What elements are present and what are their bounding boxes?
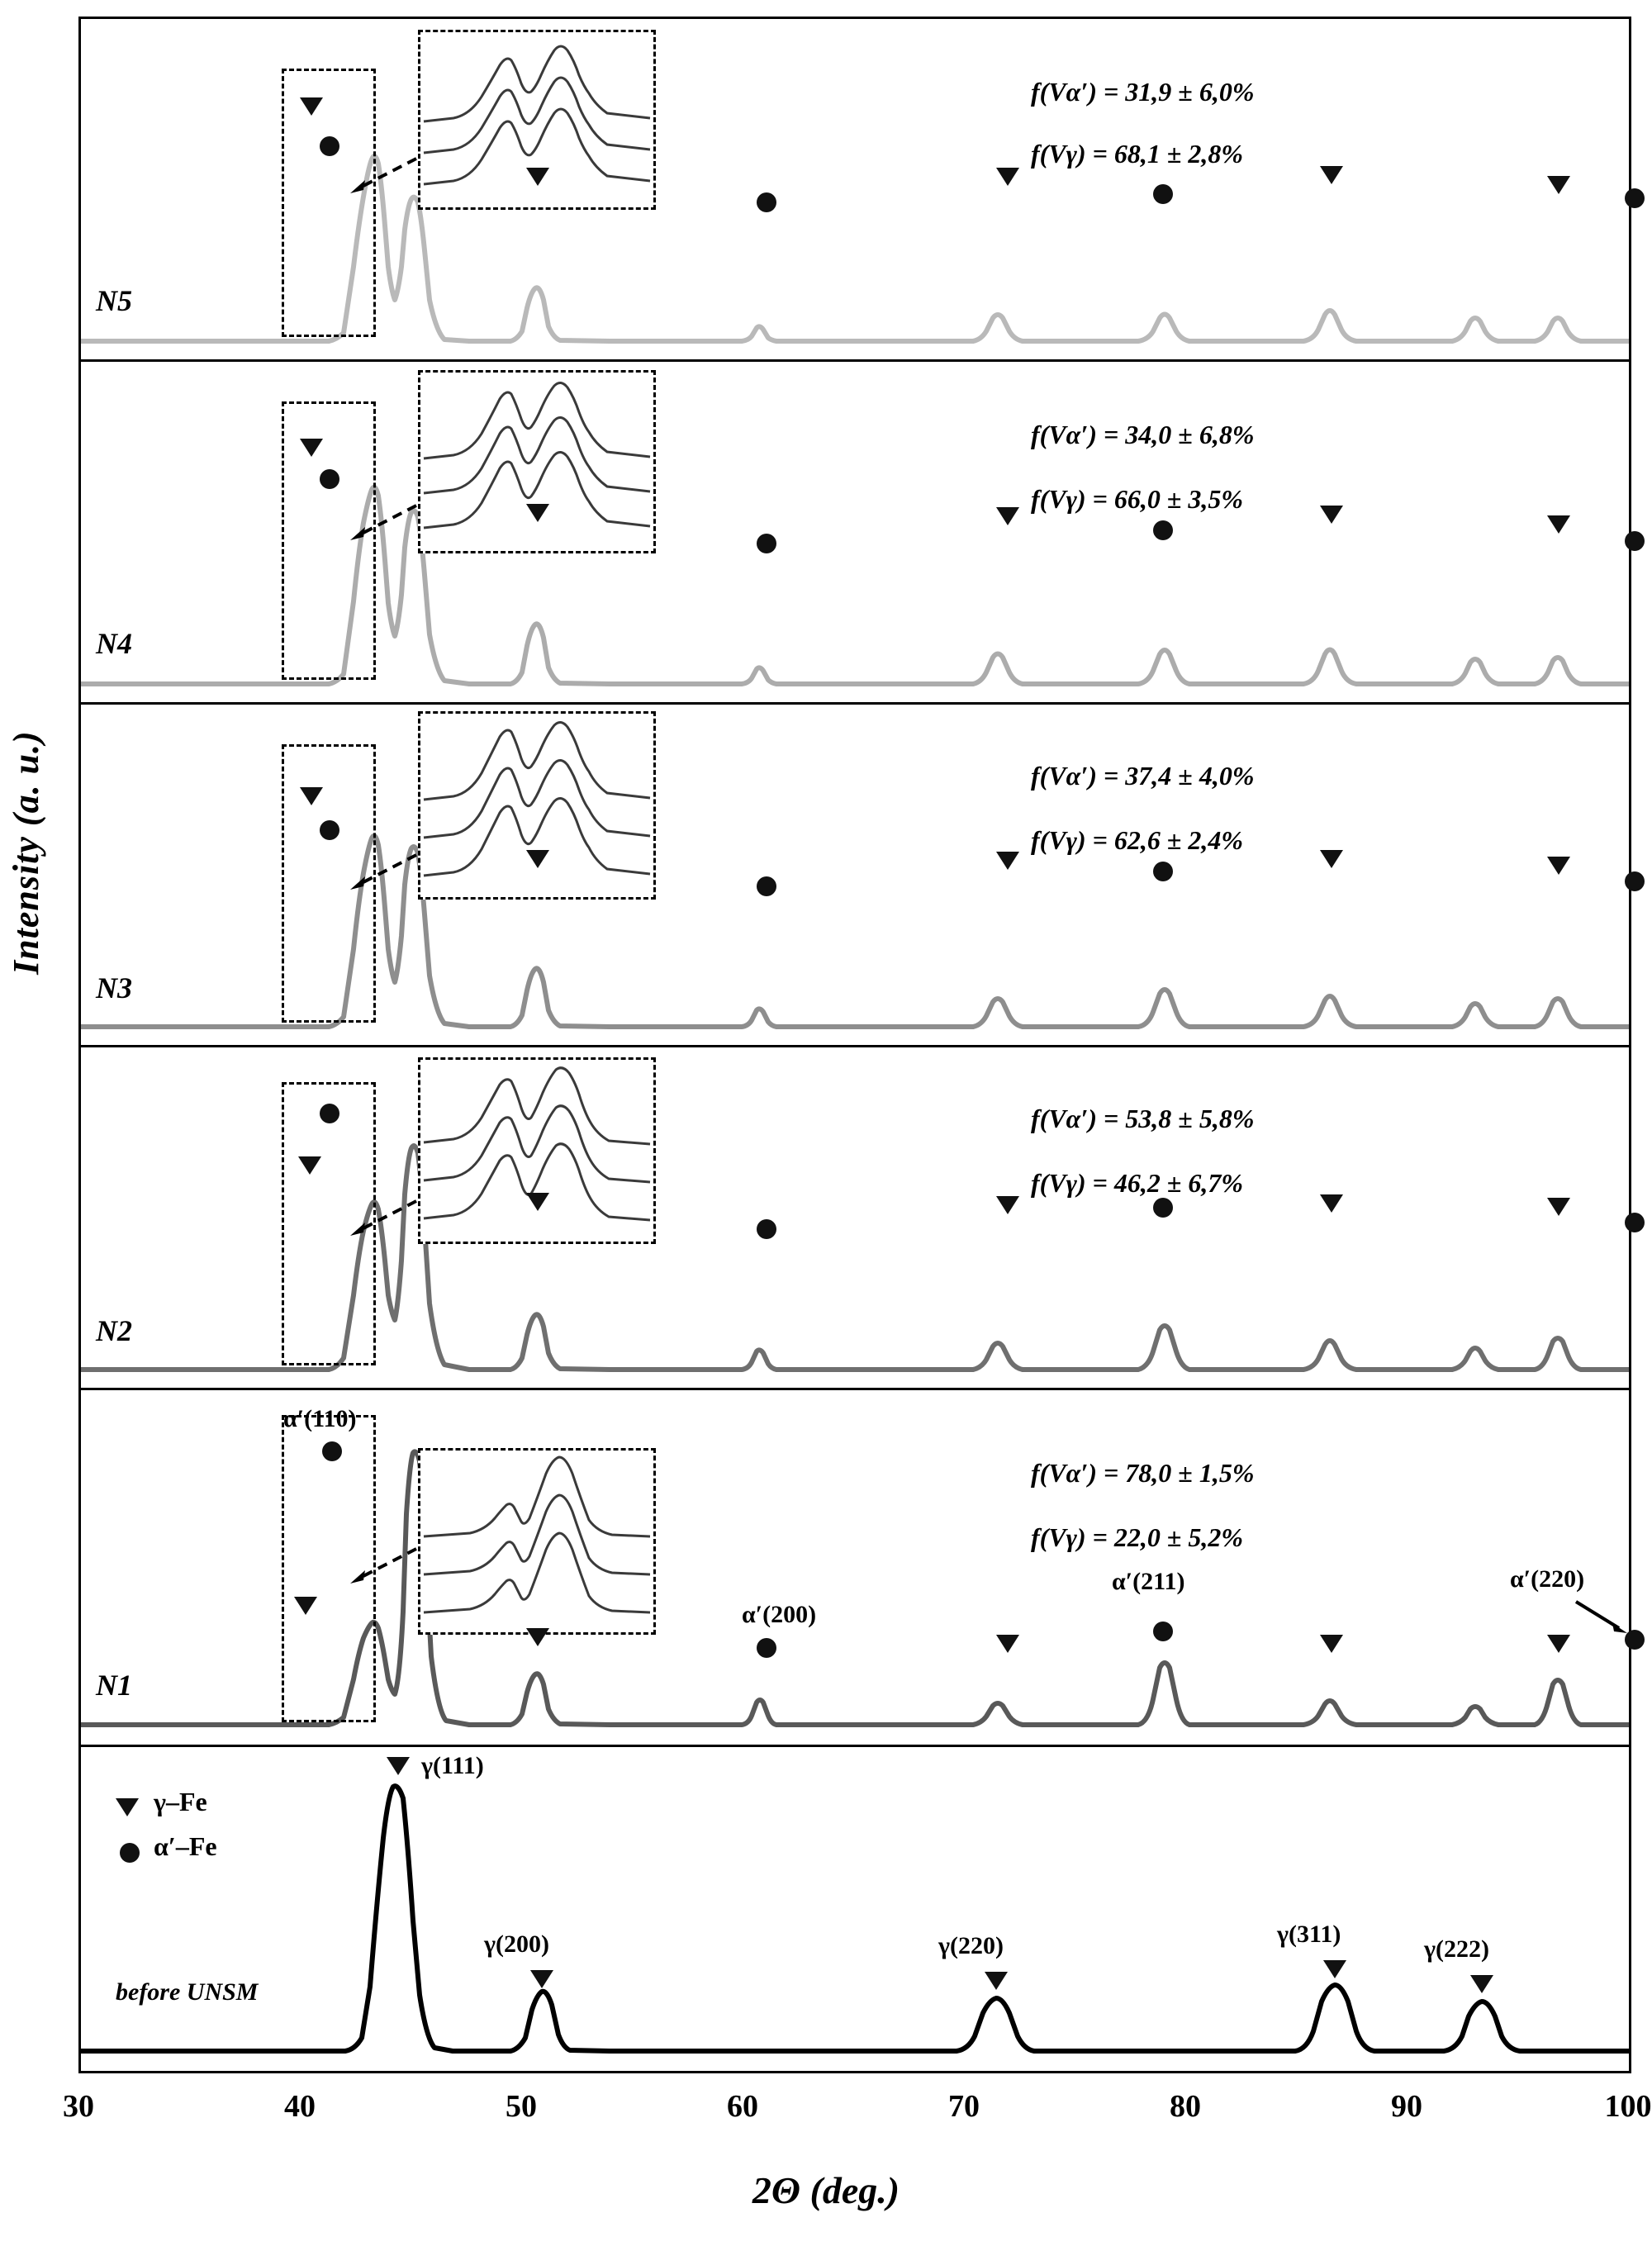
fraction-gamma-n1: f(Vγ) = 22,0 ± 5,2% bbox=[1031, 1522, 1244, 1552]
marker-alpha-200-n4 bbox=[757, 534, 776, 553]
marker-alpha-220-n2 bbox=[1625, 1213, 1645, 1232]
xtick-60: 60 bbox=[727, 2089, 758, 2124]
legend-triangle-icon bbox=[116, 1798, 139, 1816]
marker-alpha-211-n5 bbox=[1153, 184, 1173, 204]
marker-alpha-220-n4 bbox=[1625, 531, 1645, 551]
peak-label-alpha-200: α′(200) bbox=[742, 1601, 817, 1628]
marker-alpha-200-n2 bbox=[757, 1219, 776, 1239]
fraction-alpha-n1: f(Vα′) = 78,0 ± 1,5% bbox=[1031, 1458, 1255, 1488]
marker-gamma-222-n3 bbox=[1547, 857, 1570, 875]
marker-gamma-222-n2 bbox=[1547, 1198, 1570, 1216]
zoom-arrow-n1 bbox=[347, 1546, 421, 1587]
panel-n3 bbox=[81, 705, 1629, 1047]
marker-gamma-200-n1 bbox=[526, 1628, 549, 1646]
xtick-80: 80 bbox=[1170, 2089, 1201, 2124]
marker-gamma-200-n2 bbox=[526, 1193, 549, 1211]
marker-gamma-311-n2 bbox=[1320, 1194, 1343, 1213]
marker-alpha-110-n4 bbox=[320, 469, 339, 489]
panel-label-n3: N3 bbox=[96, 971, 132, 1004]
fraction-gamma-n5: f(Vγ) = 68,1 ± 2,8% bbox=[1031, 139, 1244, 169]
panel-n2 bbox=[81, 1047, 1629, 1390]
marker-gamma-220-n5 bbox=[996, 168, 1019, 186]
marker-gamma-220-n1 bbox=[996, 1635, 1019, 1653]
marker-alpha-220-n3 bbox=[1625, 871, 1645, 891]
inset-n3 bbox=[418, 711, 656, 900]
peak-label-gamma-111: γ(111) bbox=[421, 1752, 484, 1779]
xtick-50: 50 bbox=[506, 2089, 537, 2124]
fraction-gamma-n3: f(Vγ) = 62,6 ± 2,4% bbox=[1031, 825, 1244, 855]
marker-gamma-200-n4 bbox=[526, 504, 549, 522]
inset-trace-n3 bbox=[420, 714, 653, 897]
zoom-arrow-n5 bbox=[347, 155, 421, 197]
marker-gamma-311-n3 bbox=[1320, 850, 1343, 868]
marker-gamma-311-n4 bbox=[1320, 506, 1343, 524]
panel-label-n1: N1 bbox=[96, 1669, 132, 1702]
zoom-arrow-n3 bbox=[347, 852, 421, 893]
trace-before-unsm bbox=[81, 1747, 1629, 2069]
marker-alpha-110-n2 bbox=[320, 1104, 339, 1123]
marker-gamma-222-n1 bbox=[1547, 1635, 1570, 1653]
marker-gamma-111-before bbox=[387, 1757, 410, 1775]
xtick-70: 70 bbox=[948, 2089, 980, 2124]
fraction-alpha-n4: f(Vα′) = 34,0 ± 6,8% bbox=[1031, 420, 1255, 449]
peak-label-gamma-222: γ(222) bbox=[1424, 1935, 1490, 1963]
peak-label-alpha-220: α′(220) bbox=[1510, 1565, 1585, 1593]
panel-label-n5: N5 bbox=[96, 284, 132, 317]
marker-gamma-200-n3 bbox=[526, 850, 549, 868]
plot-area bbox=[78, 17, 1631, 2073]
fraction-alpha-n5: f(Vα′) = 31,9 ± 6,0% bbox=[1031, 77, 1255, 107]
xtick-40: 40 bbox=[284, 2089, 316, 2124]
callout-arrow-alpha-220 bbox=[1568, 1598, 1642, 1636]
marker-gamma-311-before bbox=[1323, 1960, 1346, 1978]
xtick-100: 100 bbox=[1604, 2089, 1652, 2124]
legend-label-gamma-fe: γ–Fe bbox=[154, 1787, 207, 1816]
inset-trace-n4 bbox=[420, 373, 653, 551]
marker-gamma-311-n5 bbox=[1320, 166, 1343, 184]
xtick-30: 30 bbox=[63, 2089, 94, 2124]
panel-label-n4: N4 bbox=[96, 627, 132, 660]
marker-alpha-220-n5 bbox=[1625, 188, 1645, 208]
marker-gamma-311-n1 bbox=[1320, 1635, 1343, 1653]
zoom-arrow-n4 bbox=[347, 502, 421, 544]
inset-trace-n1 bbox=[420, 1451, 653, 1632]
marker-gamma-111-n3 bbox=[300, 787, 323, 805]
marker-alpha-211-n4 bbox=[1153, 520, 1173, 540]
inset-n2 bbox=[418, 1057, 656, 1244]
zoom-arrow-n2 bbox=[347, 1198, 421, 1239]
marker-alpha-110-n1 bbox=[322, 1441, 342, 1461]
marker-gamma-220-n4 bbox=[996, 507, 1019, 525]
panel-n5 bbox=[81, 19, 1629, 362]
marker-gamma-220-n3 bbox=[996, 852, 1019, 870]
peak-label-gamma-200: γ(200) bbox=[484, 1930, 550, 1958]
peak-label-alpha-110: α′(110) bbox=[283, 1405, 357, 1432]
dashed-zoom-box-n5 bbox=[282, 69, 376, 337]
marker-gamma-222-n4 bbox=[1547, 515, 1570, 534]
panel-label-n2: N2 bbox=[96, 1314, 132, 1347]
peak-label-alpha-211: α′(211) bbox=[1112, 1568, 1185, 1595]
marker-alpha-200-n1 bbox=[757, 1638, 776, 1658]
inset-n4 bbox=[418, 370, 656, 553]
legend-circle-icon bbox=[120, 1843, 140, 1863]
marker-gamma-111-n4 bbox=[300, 439, 323, 457]
marker-alpha-110-n3 bbox=[320, 820, 339, 840]
fraction-alpha-n2: f(Vα′) = 53,8 ± 5,8% bbox=[1031, 1104, 1255, 1133]
marker-alpha-110-n5 bbox=[320, 136, 339, 156]
fraction-gamma-n4: f(Vγ) = 66,0 ± 3,5% bbox=[1031, 484, 1244, 514]
xtick-90: 90 bbox=[1391, 2089, 1422, 2124]
marker-gamma-200-before bbox=[530, 1970, 553, 1988]
panel-n1 bbox=[81, 1390, 1629, 1747]
marker-alpha-200-n3 bbox=[757, 876, 776, 896]
marker-gamma-200-n5 bbox=[526, 168, 549, 186]
marker-alpha-211-n1 bbox=[1153, 1622, 1173, 1641]
marker-gamma-220-before bbox=[985, 1972, 1008, 1990]
peak-label-gamma-311: γ(311) bbox=[1277, 1921, 1341, 1948]
marker-gamma-111-n1 bbox=[294, 1597, 317, 1615]
marker-gamma-220-n2 bbox=[996, 1196, 1019, 1214]
fraction-gamma-n2: f(Vγ) = 46,2 ± 6,7% bbox=[1031, 1168, 1244, 1198]
panel-before-unsm bbox=[81, 1747, 1629, 2071]
marker-gamma-222-n5 bbox=[1547, 176, 1570, 194]
marker-gamma-111-n2 bbox=[298, 1156, 321, 1175]
inset-trace-n2 bbox=[420, 1060, 653, 1242]
marker-gamma-222-before bbox=[1470, 1975, 1493, 1993]
marker-alpha-211-n2 bbox=[1153, 1198, 1173, 1218]
peak-label-gamma-220: γ(220) bbox=[938, 1932, 1004, 1959]
y-axis-title: Intensity (a. u.) bbox=[6, 730, 46, 975]
marker-alpha-211-n3 bbox=[1153, 862, 1173, 881]
marker-alpha-200-n5 bbox=[757, 192, 776, 212]
marker-gamma-111-n5 bbox=[300, 97, 323, 116]
inset-n1 bbox=[418, 1448, 656, 1635]
legend-label-alpha-fe: α′–Fe bbox=[154, 1831, 217, 1861]
panel-n4 bbox=[81, 362, 1629, 705]
fraction-alpha-n3: f(Vα′) = 37,4 ± 4,0% bbox=[1031, 761, 1255, 791]
panel-label-before-unsm: before UNSM bbox=[116, 1978, 259, 2006]
x-axis-title: 2Θ (deg.) bbox=[752, 2169, 900, 2211]
